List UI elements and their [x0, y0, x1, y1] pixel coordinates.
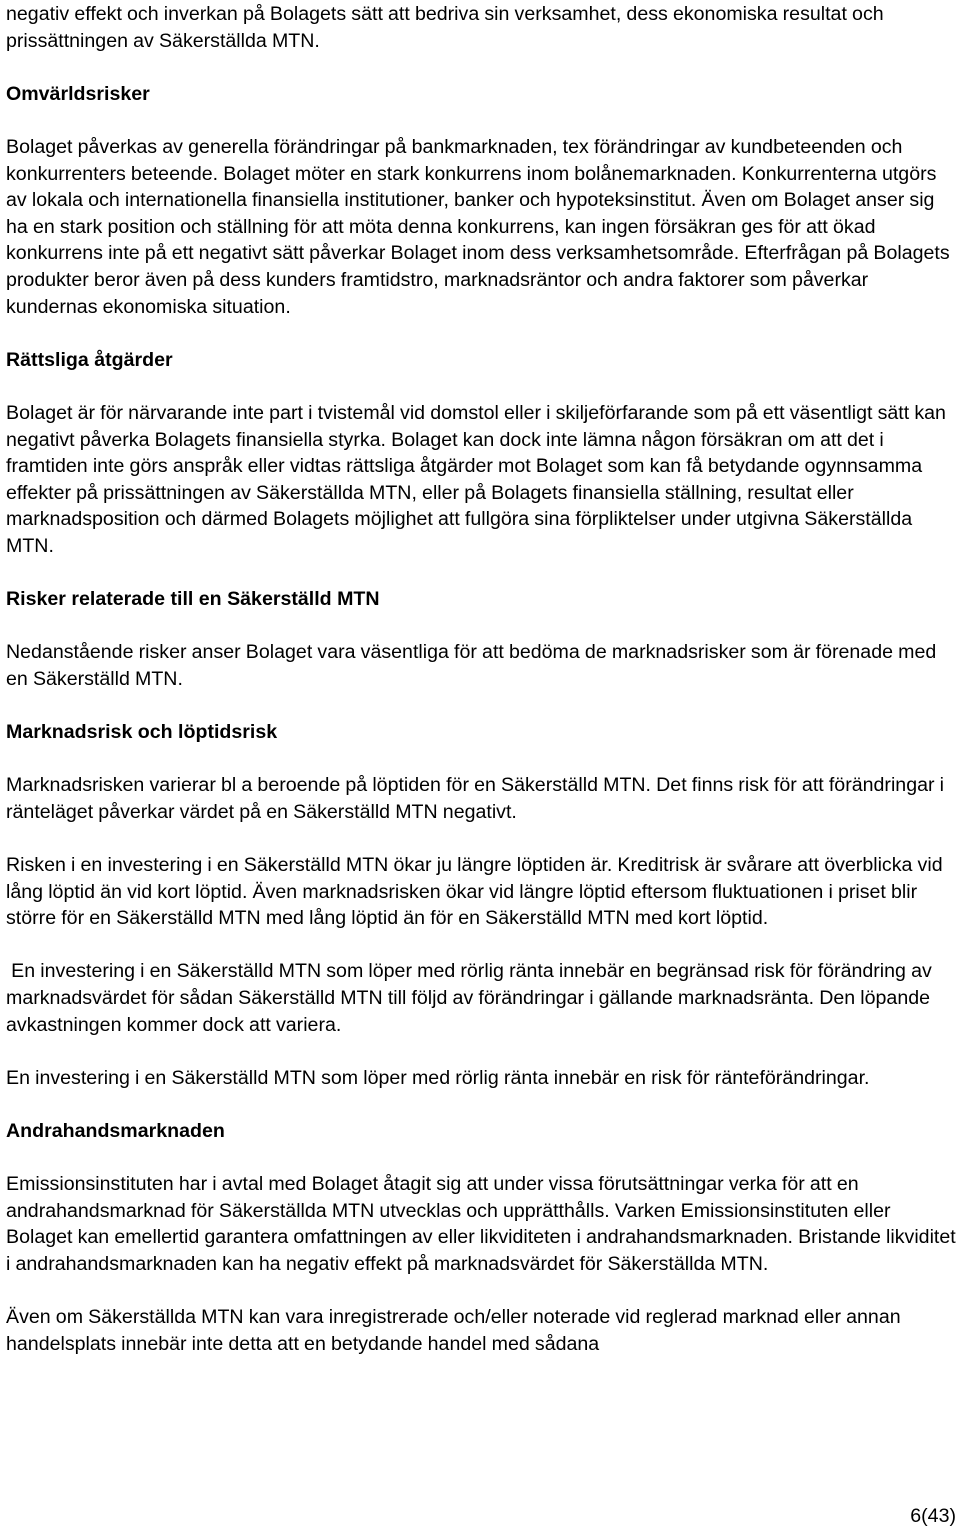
risker-sakerstalld-mtn-paragraph: Nedanstående risker anser Bolaget vara väsentliga för att bedöma de marknadsrisker som är förenade med en Säkerställd MTN. [6, 641, 937, 690]
document-page [6, 0, 956, 1357]
omvarldsrisker-paragraph: Bolaget påverkas av generella förändringar på bankmarknaden, tex förändringar av kundbeteenden och konkurrenters beteende. Bolaget möter en stark konkurrens inom bolånemarknaden. Konkurrenterna utgörs av lokala och internationella finansiella institutioner, banker och hypoteksinstitut. Även om Bolaget anser sig ha en stark position och ställning för att möta denna konkurrens, kan ingen försäkran ges för att ökad konkurrens inte på ett negativt sätt påverkar Bolaget inom dess verksamhetsområde. Efterfrågan på Bolagets produkter beror även på dess kunders framtidstro, marknadsräntor och andra faktorer som påverkar kundernas ekonomiska situation. [6, 135, 950, 318]
section-heading-marknadsrisk: Marknadsrisk och löptidsrisk [6, 721, 278, 744]
section-heading-rattsliga-atgarder: Rättsliga åtgärder [6, 348, 173, 371]
intro-paragraph: negativ effekt och inverkan på Bolagets sätt att bedriva sin verksamhet, dess ekonomiska resultat och prissättningen av Säkerställda MTN. [6, 3, 884, 52]
andrahandsmarknaden-paragraph-2: Även om Säkerställda MTN kan vara inregistrerade och/eller noterade vid reglerad marknad eller annan handelsplats innebär inte detta att en betydande handel med sådana [6, 1306, 901, 1355]
section-heading-andrahandsmarknaden: Andrahandsmarknaden [6, 1119, 225, 1142]
marknadsrisk-paragraph-3: En investering i en Säkerställd MTN som löper med rörlig ränta innebär en begränsad risk för förändring av marknadsvärdet för sådan Säkerställd MTN till följd av förändringar i gällande marknadsränta. Den löpande avkastningen kommer dock att variera. [6, 960, 937, 1036]
page-number: 6(43) [910, 1505, 956, 1527]
rattsliga-atgarder-paragraph: Bolaget är för närvarande inte part i tvistemål vid domstol eller i skiljeförfarande som på ett väsentligt sätt kan negativt påverka Bolagets finansiella styrka. Bolaget kan dock inte lämna någon försäkran om att det i framtiden inte görs anspråk eller vidtas rättsliga åtgärder mot Bolaget som kan få betydande ogynnsamma effekter på prissättningen av Säkerställda MTN, eller på Bolagets finansiella ställning, resultat eller marknadsposition och därmed Bolagets möjlighet att fullgöra sina förpliktelser under utgivna Säkerställda MTN. [6, 401, 946, 557]
section-heading-omvarldsrisker: Omvärldsrisker [6, 82, 150, 105]
marknadsrisk-paragraph-2: Risken i en investering i en Säkerställd MTN ökar ju längre löptiden är. Kreditrisk är svårare att överblicka vid lång löptid än vid kort löptid. Även marknadsrisken ökar vid längre löptid eftersom fluktuationen i priset blir större för en Säkerställd MTN med lång löptid än för en Säkerställd MTN med kort löptid. [6, 854, 943, 930]
marknadsrisk-paragraph-4: En investering i en Säkerställd MTN som löper med rörlig ränta innebär en risk för ränteförändringar. [6, 1066, 870, 1089]
marknadsrisk-paragraph-1: Marknadsrisken varierar bl a beroende på löptiden för en Säkerställd MTN. Det finns risk för att förändringar i ränteläget påverkar värdet på en Säkerställd MTN negativt. [6, 774, 945, 823]
andrahandsmarknaden-paragraph-1: Emissionsinstituten har i avtal med Bolaget åtagit sig att under vissa förutsättningar verka för att en andrahandsmarknad för Säkerställda MTN utvecklas och upprätthålls. Varken Emissionsinstituten eller Bolaget kan emellertid garantera omfattningen av eller likviditeten i andrahandsmarknaden. Bristande likviditet i andrahandsmarknaden kan ha negativ effekt på marknadsvärdet för Säkerställda MTN. [6, 1173, 956, 1275]
section-heading-risker-sakerstalld-mtn: Risker relaterade till en Säkerställd MTN [6, 588, 380, 611]
